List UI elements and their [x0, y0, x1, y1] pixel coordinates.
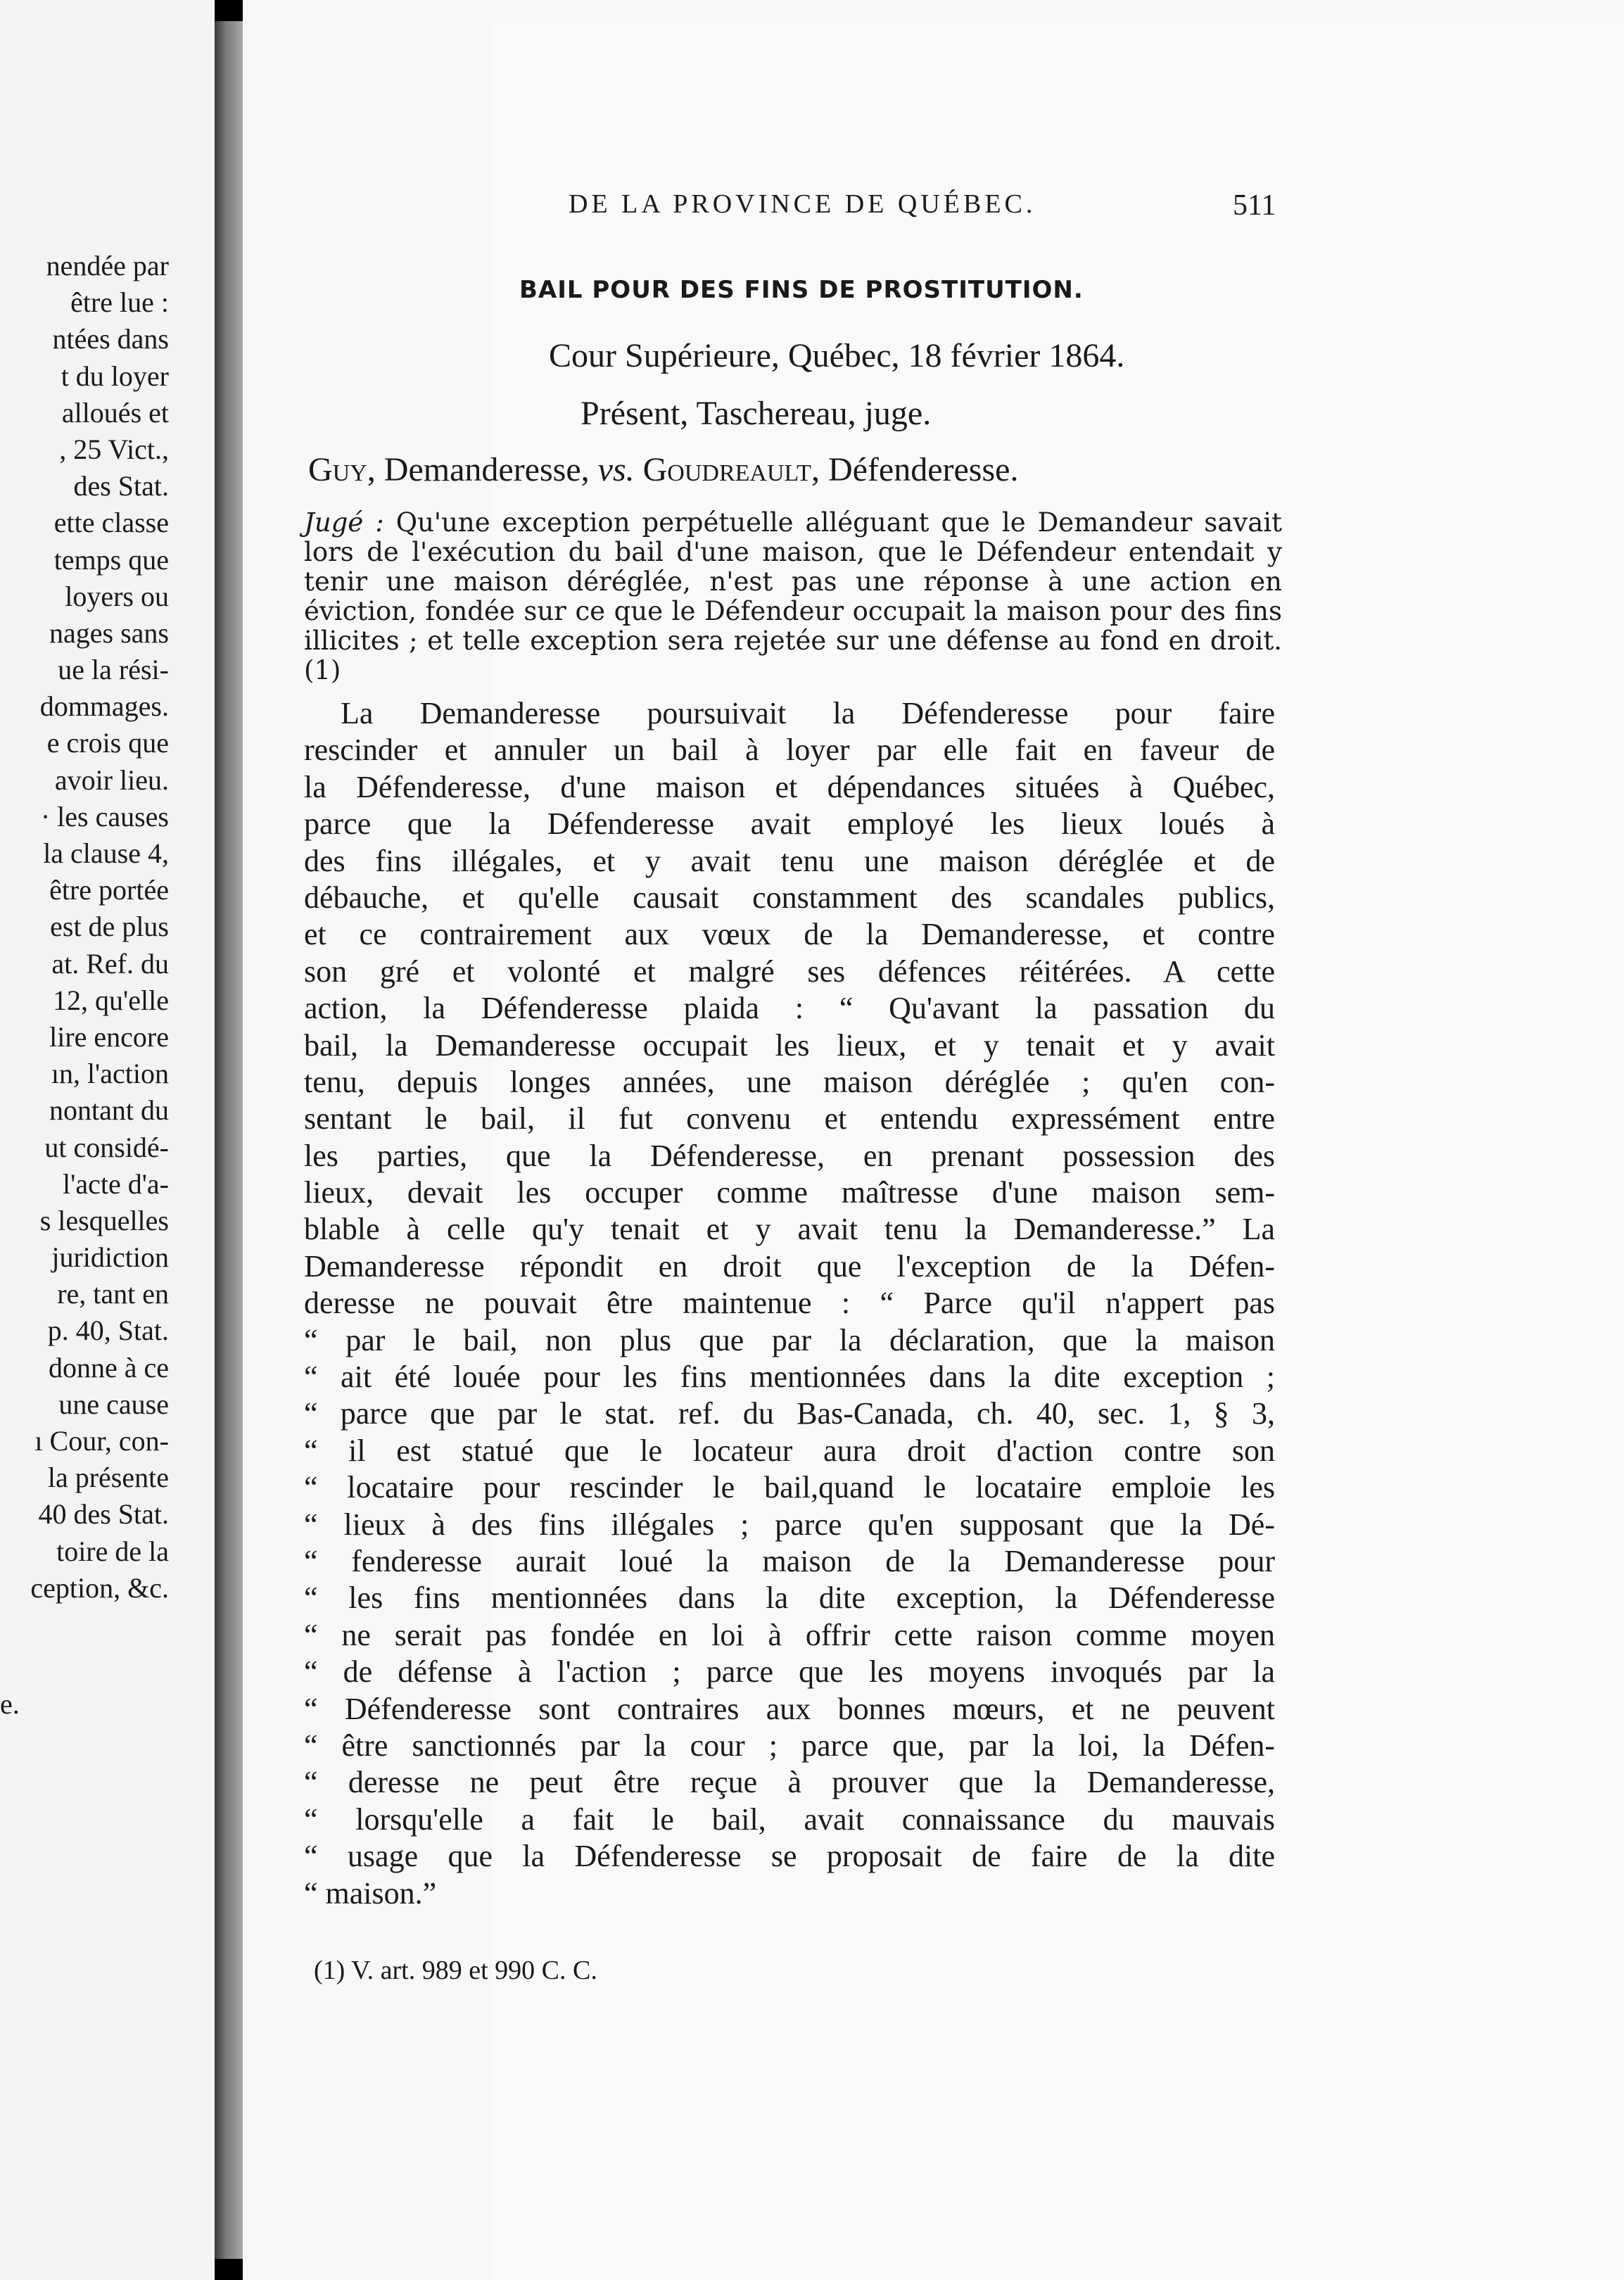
court-line: Cour Supérieure, Québec, 18 février 1864. — [549, 337, 1125, 374]
left-page-line: ue la rési- — [58, 654, 169, 686]
left-page-line: t du loyer — [61, 360, 169, 392]
body-line: rescinder et annuler un bail à loyer par elle fait en faveur de — [304, 733, 1275, 768]
body-line: “ lorsqu'elle a fait le bail, avait connaissance du mauvais — [304, 1801, 1275, 1837]
body-line: son gré et volonté et malgré ses défences réitérées. A cette — [304, 954, 1275, 989]
left-page-tail: e. — [0, 1688, 20, 1720]
body-line: “ lieux à des fins illégales ; parce qu'en supposant que la Dé- — [304, 1507, 1275, 1542]
left-page-line: est de plus — [50, 911, 169, 943]
left-page-line: , 25 Vict., — [59, 433, 169, 465]
body-line: tenu, depuis longes années, une maison déréglée ; qu'en con- — [304, 1064, 1275, 1099]
left-page-line: nontant du — [49, 1094, 169, 1127]
body-line: “ deresse ne peut être reçue à prouver que la Demanderesse, — [304, 1765, 1275, 1800]
defendant-role: , Défenderesse. — [811, 451, 1019, 488]
left-page-line: 12, qu'elle — [53, 984, 169, 1016]
left-page-line: · les causes — [40, 800, 169, 832]
left-page-line: e crois que — [46, 727, 169, 759]
left-page-line: ut considé- — [44, 1131, 169, 1163]
left-page-line: ı Cour, con- — [34, 1425, 169, 1457]
body-line: lieux, devait les occuper comme maîtresse d'une maison sem- — [304, 1175, 1275, 1210]
body-line: “ être sanctionnés par la cour ; parce que, par la loi, la Défen- — [304, 1728, 1275, 1763]
body-line: action, la Défenderesse plaida : “ Qu'avant la passation du — [304, 991, 1275, 1026]
left-page-line: juridiction — [51, 1241, 169, 1274]
left-page-line: ntées dans — [52, 323, 169, 355]
body-line: “ maison.” — [304, 1875, 437, 1911]
left-page-line: donne à ce — [48, 1351, 169, 1383]
left-page-line: une cause — [58, 1388, 169, 1420]
left-page-line: p. 40, Stat. — [47, 1315, 169, 1347]
plaintiff-role: , Demanderesse, — [367, 451, 598, 488]
left-page-line: re, tant en — [57, 1278, 169, 1310]
left-page-fragment — [0, 0, 215, 2280]
left-page-line: dommages. — [39, 690, 169, 723]
body-line: bail, la Demanderesse occupait les lieux, et y tenait et y avait — [304, 1027, 1275, 1063]
body-line: “ par le bail, non plus que par la déclaration, que la maison — [304, 1322, 1275, 1357]
body-line: “ fenderesse aurait loué la maison de la Demanderesse pour — [304, 1543, 1275, 1578]
body-line: parce que la Défenderesse avait employé les lieux loués à — [304, 806, 1275, 842]
left-page-line: ception, &c. — [30, 1571, 169, 1604]
present-line: Présent, Taschereau, juge. — [581, 395, 932, 432]
running-head: DE LA PROVINCE DE QUÉBEC. — [569, 189, 1036, 219]
plaintiff-name: Guy — [308, 451, 367, 488]
body-line: “ ait été louée pour les fins mentionnées dans la dite exception ; — [304, 1360, 1275, 1395]
body-line: blable à celle qu'y tenait et y avait tenu la Demanderesse.” La — [304, 1212, 1275, 1247]
body-line: “ il est statué que le locateur aura droit d'action contre son — [304, 1433, 1275, 1468]
body-line: sentant le bail, il fut convenu et entendu expressément entre — [304, 1101, 1275, 1136]
headnote-text: Qu'une exception perpétuelle alléguant que le Demandeur savait lors de l'exécution du bail d'une maison, que le Défendeur entendait y tenir une maison déréglée, n'est pas une réponse à une action en éviction, fondée sur ce que le Défendeur occupait la maison pour des fins illicites ; et telle exception sera rejetée sur une défense au fond en droit. (1) — [304, 507, 1282, 685]
left-page-line: la présente — [47, 1462, 169, 1494]
left-page-line: loyers ou — [65, 580, 169, 612]
body-line: et ce contrairement aux vœux de la Demanderesse, et contre — [304, 917, 1275, 952]
headnote — [304, 508, 1282, 685]
body-line: débauche, et qu'elle causait constamment des scandales publics, — [304, 880, 1275, 915]
left-page-line: 40 des Stat. — [38, 1498, 169, 1531]
defendant-name: Goudreault — [634, 451, 811, 488]
left-page-line: des Stat. — [73, 470, 169, 502]
case-body — [304, 695, 1275, 1912]
body-line: “ de défense à l'action ; parce que les moyens invoqués par la — [304, 1654, 1275, 1690]
left-page-line: être lue : — [70, 286, 169, 319]
left-page-line: temps que — [53, 543, 169, 576]
body-line: les parties, que la Défenderesse, en prenant possession des — [304, 1138, 1275, 1173]
left-page-line: s lesquelles — [39, 1204, 169, 1236]
left-page-line: l'acte d'a- — [63, 1167, 169, 1200]
left-page-text — [0, 248, 169, 1607]
left-page-line: ette classe — [53, 507, 169, 539]
parties-line — [308, 450, 1018, 489]
left-page-line: nages sans — [49, 616, 169, 649]
left-page-line: alloués et — [61, 396, 169, 429]
body-line: Demanderesse répondit en droit que l'exception de la Défen- — [304, 1248, 1275, 1284]
book-spine — [215, 21, 243, 2259]
left-page-line: at. Ref. du — [51, 947, 169, 980]
body-line: des fins illégales, et y avait tenu une maison déréglée et de — [304, 843, 1275, 878]
body-line: La Demanderesse poursuivait la Défenderesse pour faire — [341, 696, 1275, 730]
case-title: BAIL POUR DES FINS DE PROSTITUTION. — [519, 276, 1084, 304]
body-line: “ ne serait pas fondée en loi à offrir cette raison comme moyen — [304, 1617, 1275, 1652]
body-line: “ parce que par le stat. ref. du Bas-Canada, ch. 40, sec. 1, § 3, — [304, 1396, 1275, 1431]
body-line: “ usage que la Défenderesse se proposait de faire de la dite — [304, 1839, 1275, 1874]
body-line: “ locataire pour rescinder le bail,quand le locataire emploie les — [304, 1470, 1275, 1505]
headnote-label: Jugé : — [304, 507, 384, 538]
left-page-line: la clause 4, — [43, 837, 169, 869]
body-line: “ Défenderesse sont contraires aux bonnes mœurs, et ne peuvent — [304, 1691, 1275, 1726]
left-page-line: être portée — [49, 874, 169, 906]
left-page-line: ın, l'action — [51, 1058, 169, 1090]
footnote: (1) V. art. 989 et 990 C. C. — [314, 1956, 597, 1985]
versus: vs. — [597, 451, 635, 488]
body-line: “ les fins mentionnées dans la dite exception, la Défenderesse — [304, 1581, 1275, 1616]
body-line: deresse ne pouvait être maintenue : “ Parce qu'il n'appert pas — [304, 1286, 1275, 1321]
page-number: 511 — [1233, 189, 1276, 222]
left-page-line: avoir lieu. — [54, 764, 169, 796]
left-page-line: nendée par — [46, 250, 169, 281]
left-page-line: toire de la — [56, 1535, 169, 1567]
body-line: la Défenderesse, d'une maison et dépendances situées à Québec, — [304, 769, 1275, 804]
left-page-line: lire encore — [49, 1020, 169, 1053]
